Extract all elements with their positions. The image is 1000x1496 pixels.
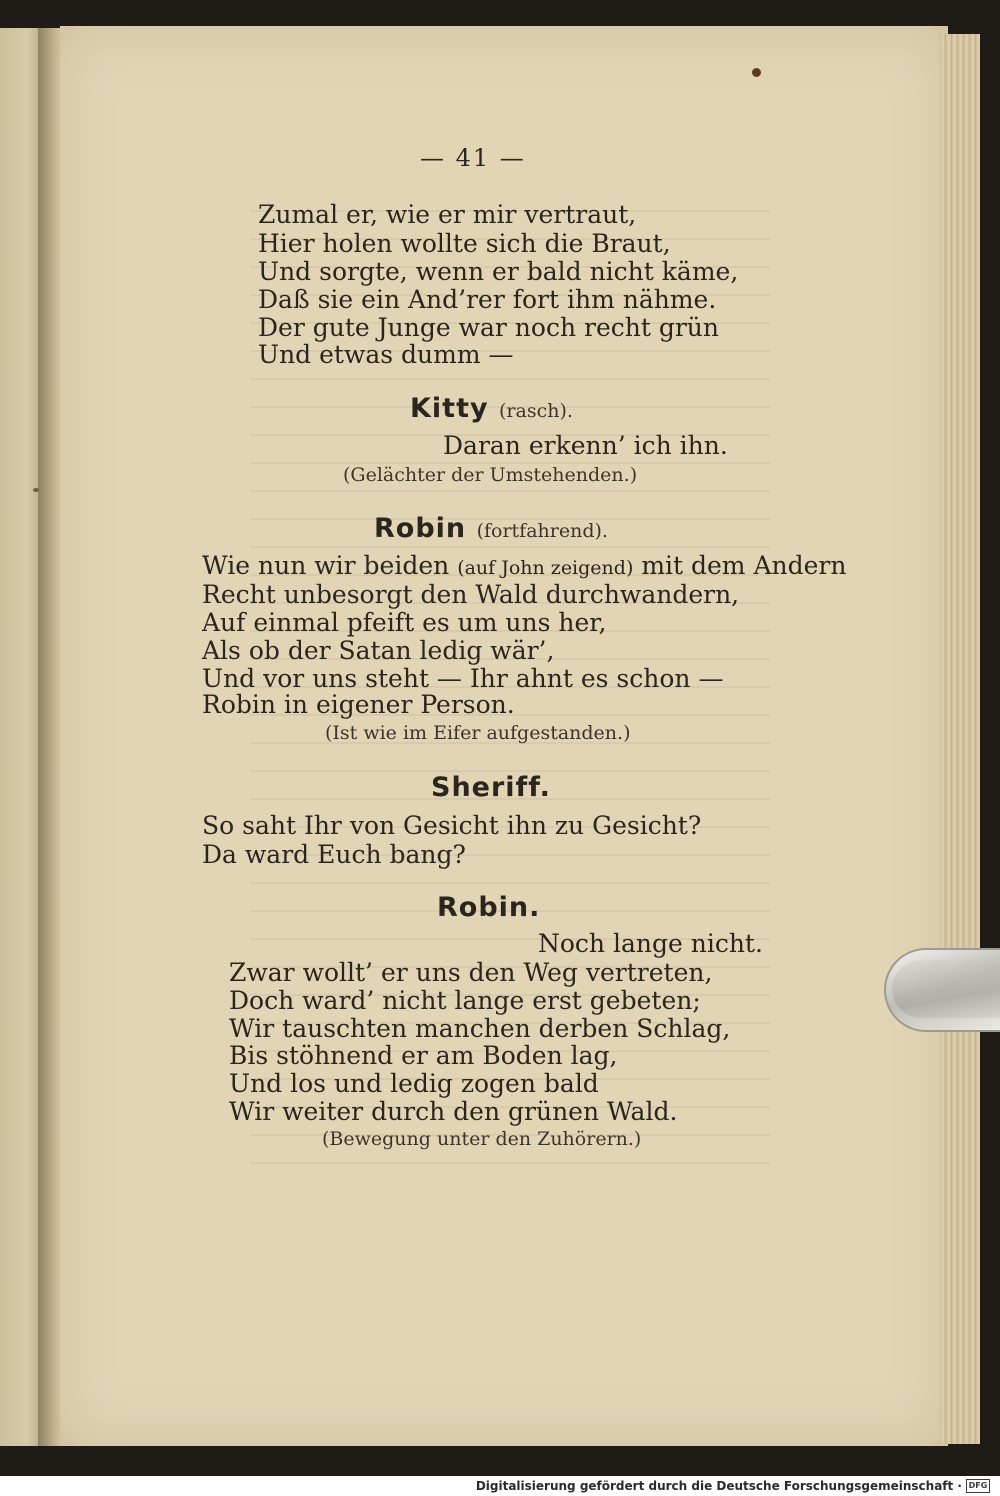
stage-direction: (Bewegung unter den Zuhörern.) xyxy=(322,1128,642,1150)
verse-line: Und etwas dumm — xyxy=(258,340,514,369)
speaker-robin: Robin. xyxy=(437,892,541,923)
ink-speck xyxy=(752,68,761,77)
speaker-name: Kitty xyxy=(410,393,489,424)
verse-line: Hier holen wollte sich die Braut, xyxy=(258,229,671,258)
paper-clip-inner xyxy=(892,960,1000,1018)
verse-line: Daß sie ein And’rer fort ihm nähme. xyxy=(258,285,717,314)
verse-line: Als ob der Satan ledig wär’, xyxy=(202,636,555,665)
verse-segment: Wie nun wir beiden xyxy=(202,551,450,580)
verse-line: Und sorgte, wenn er bald nicht käme, xyxy=(258,257,739,286)
verse-line: Da ward Euch bang? xyxy=(202,840,466,869)
speaker-direction: (rasch). xyxy=(499,400,573,422)
speaker-sheriff: Sheriff. xyxy=(431,772,551,803)
dfg-logo: DFG xyxy=(966,1479,990,1493)
speaker-name: Robin xyxy=(374,513,467,544)
verse-line: Auf einmal pfeift es um uns her, xyxy=(202,608,607,637)
verse-line: Der gute Junge war noch recht grün xyxy=(258,313,719,342)
speaker-kitty xyxy=(410,395,573,422)
verse-line: Und los und ledig zogen bald xyxy=(229,1069,599,1098)
verse-line: Zumal er, wie er mir vertraut, xyxy=(258,200,637,229)
verse-segment: mit dem Andern xyxy=(641,551,847,580)
page-stack-edge xyxy=(940,34,980,1444)
verse-line: Doch ward’ nicht lange erst gebeten; xyxy=(229,986,701,1015)
verse-line: Daran erkenn’ ich ihn. xyxy=(443,431,728,460)
verse-line: Robin in eigener Person. xyxy=(202,690,515,719)
verse-line: Wir tauschten manchen derben Schlag, xyxy=(229,1014,731,1043)
verse-line: Bis stöhnend er am Boden lag, xyxy=(229,1041,618,1070)
inline-stage-direction: (auf John zeigend) xyxy=(457,557,634,579)
verse-line: So saht Ihr von Gesicht ihn zu Gesicht? xyxy=(202,811,702,840)
speaker-direction: (fortfahrend). xyxy=(476,520,608,542)
verse-line: Und vor uns steht — Ihr ahnt es schon — xyxy=(202,664,724,693)
stage-direction: (Ist wie im Eifer aufgestanden.) xyxy=(325,722,631,744)
stage-direction: (Gelächter der Umstehenden.) xyxy=(343,464,638,486)
page-number: — 41 — xyxy=(420,144,526,172)
verse-line xyxy=(202,553,846,578)
verse-line: Noch lange nicht. xyxy=(538,929,763,958)
verse-line: Zwar wollt’ er uns den Weg vertreten, xyxy=(229,958,713,987)
footer-bar xyxy=(0,1476,1000,1496)
verse-line: Recht unbesorgt den Wald durchwandern, xyxy=(202,580,740,609)
speaker-robin xyxy=(374,515,608,542)
verse-line: Wir weiter durch den grünen Wald. xyxy=(229,1097,678,1126)
margin-mark xyxy=(33,488,39,492)
funding-notice: Digitalisierung gefördert durch die Deutsche Forschungsgemeinschaft · xyxy=(475,1479,962,1493)
